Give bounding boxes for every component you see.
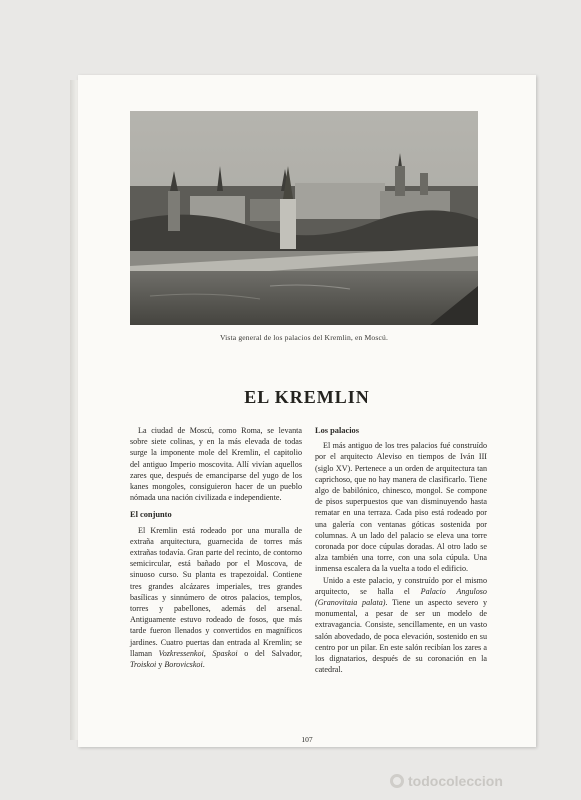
book-page xyxy=(78,75,536,747)
gate-names-2: Troiskoi xyxy=(130,660,157,670)
gate-names: Vozkressenkoi, Spaskoi xyxy=(158,648,238,658)
right-column xyxy=(315,425,487,675)
watermark-text: todocoleccion xyxy=(408,773,503,789)
gate-and: y xyxy=(156,660,165,670)
palacios-paragraph-2 xyxy=(315,575,487,676)
photo-caption: Vista general de los palacios del Kremlin, en Moscú. xyxy=(219,333,389,342)
palacios-paragraph-1: El más antiguo de los tres palacios fué construído por el arquitecto Aleviso en tiempos de Iván III (siglo XV). Pertenece a un orden de arquitectura tan caprichoso, que no hay manera de clasificarlo. Tiene algo de babilónico, chinesco, mongol. Se compone de pisos superpuestos que van disminuyendo hasta rematar en una terraza. Cada piso está rodeado por una galería con ventanas góticas sostenida por columnas. A un lado del palacio se eleva una torre coronada por doce cúpulas doradas. Al otro lado se alza también una torre, con una sola cúpula. Una inmensa escalera da la vuelta a todo el edificio. xyxy=(315,441,487,574)
conjunto-text: El Kremlin está rodeado por una muralla de extraña arquitectura, guarnecida de torres más extrañas todavía. Gran parte del recinto, de contorno semicircular, está bañado por el Moscova, de sinuoso curso. Su planta es trapezoidal. Contiene tres grandes alcázares imperiales, tres grandes basílicas y sinnúmero de otros palacios, templos, torres y pabellones, además del arsenal. Antiguamente estuvo rodeado de fosos, que más tarde fueron llenados y convertidos en magníficos jardines. Cuatro puertas dan entrada al Kremlin; se llaman xyxy=(130,525,302,658)
page-number: 107 xyxy=(301,735,313,744)
p2-end: . Tiene un aspecto severo y monumental, a pesar de ser un modelo de extravagancia. Consiste, sencillamente, en un vasto salón abovedado, de poca elevación, sostenido en su centro por un pilar. En este salón recibían los zares a los dignatarios, después de su coronación en la catedral. xyxy=(315,598,488,675)
palace-alt: (Granovitaia palata) xyxy=(315,598,386,608)
gate-names-3: Borovicskoi xyxy=(164,660,203,670)
page-edge xyxy=(70,80,78,740)
section-heading-conjunto: El conjunto xyxy=(130,510,172,520)
left-column xyxy=(130,425,302,670)
watermark-logo xyxy=(390,770,575,792)
article-title: EL KREMLIN xyxy=(244,387,370,407)
conjunto-paragraph xyxy=(130,525,302,671)
gate-mid: o del Salvador, xyxy=(237,648,302,658)
kremlin-photo xyxy=(130,111,478,325)
palace-name: Palacio Anguloso xyxy=(420,586,487,596)
p2-start: Unido a este palacio, y construído por el mismo arquitecto, se halla el xyxy=(315,575,487,596)
gate-end: . xyxy=(202,660,205,670)
intro-paragraph: La ciudad de Moscú, como Roma, se levanta sobre siete colinas, y en la más elevada de todas surge la imponente mole del Kremlin, el capitolio del antiguo Imperio moscovita. Allí vivían aquellos zares que, después de emanciparse del yugo de los kanes mongoles, consiguieron hacer de un pueblo nómada una nación civilizada e independiente. xyxy=(130,426,302,503)
section-heading-palacios: Los palacios xyxy=(315,426,359,435)
watermark-ring-icon xyxy=(390,774,404,788)
